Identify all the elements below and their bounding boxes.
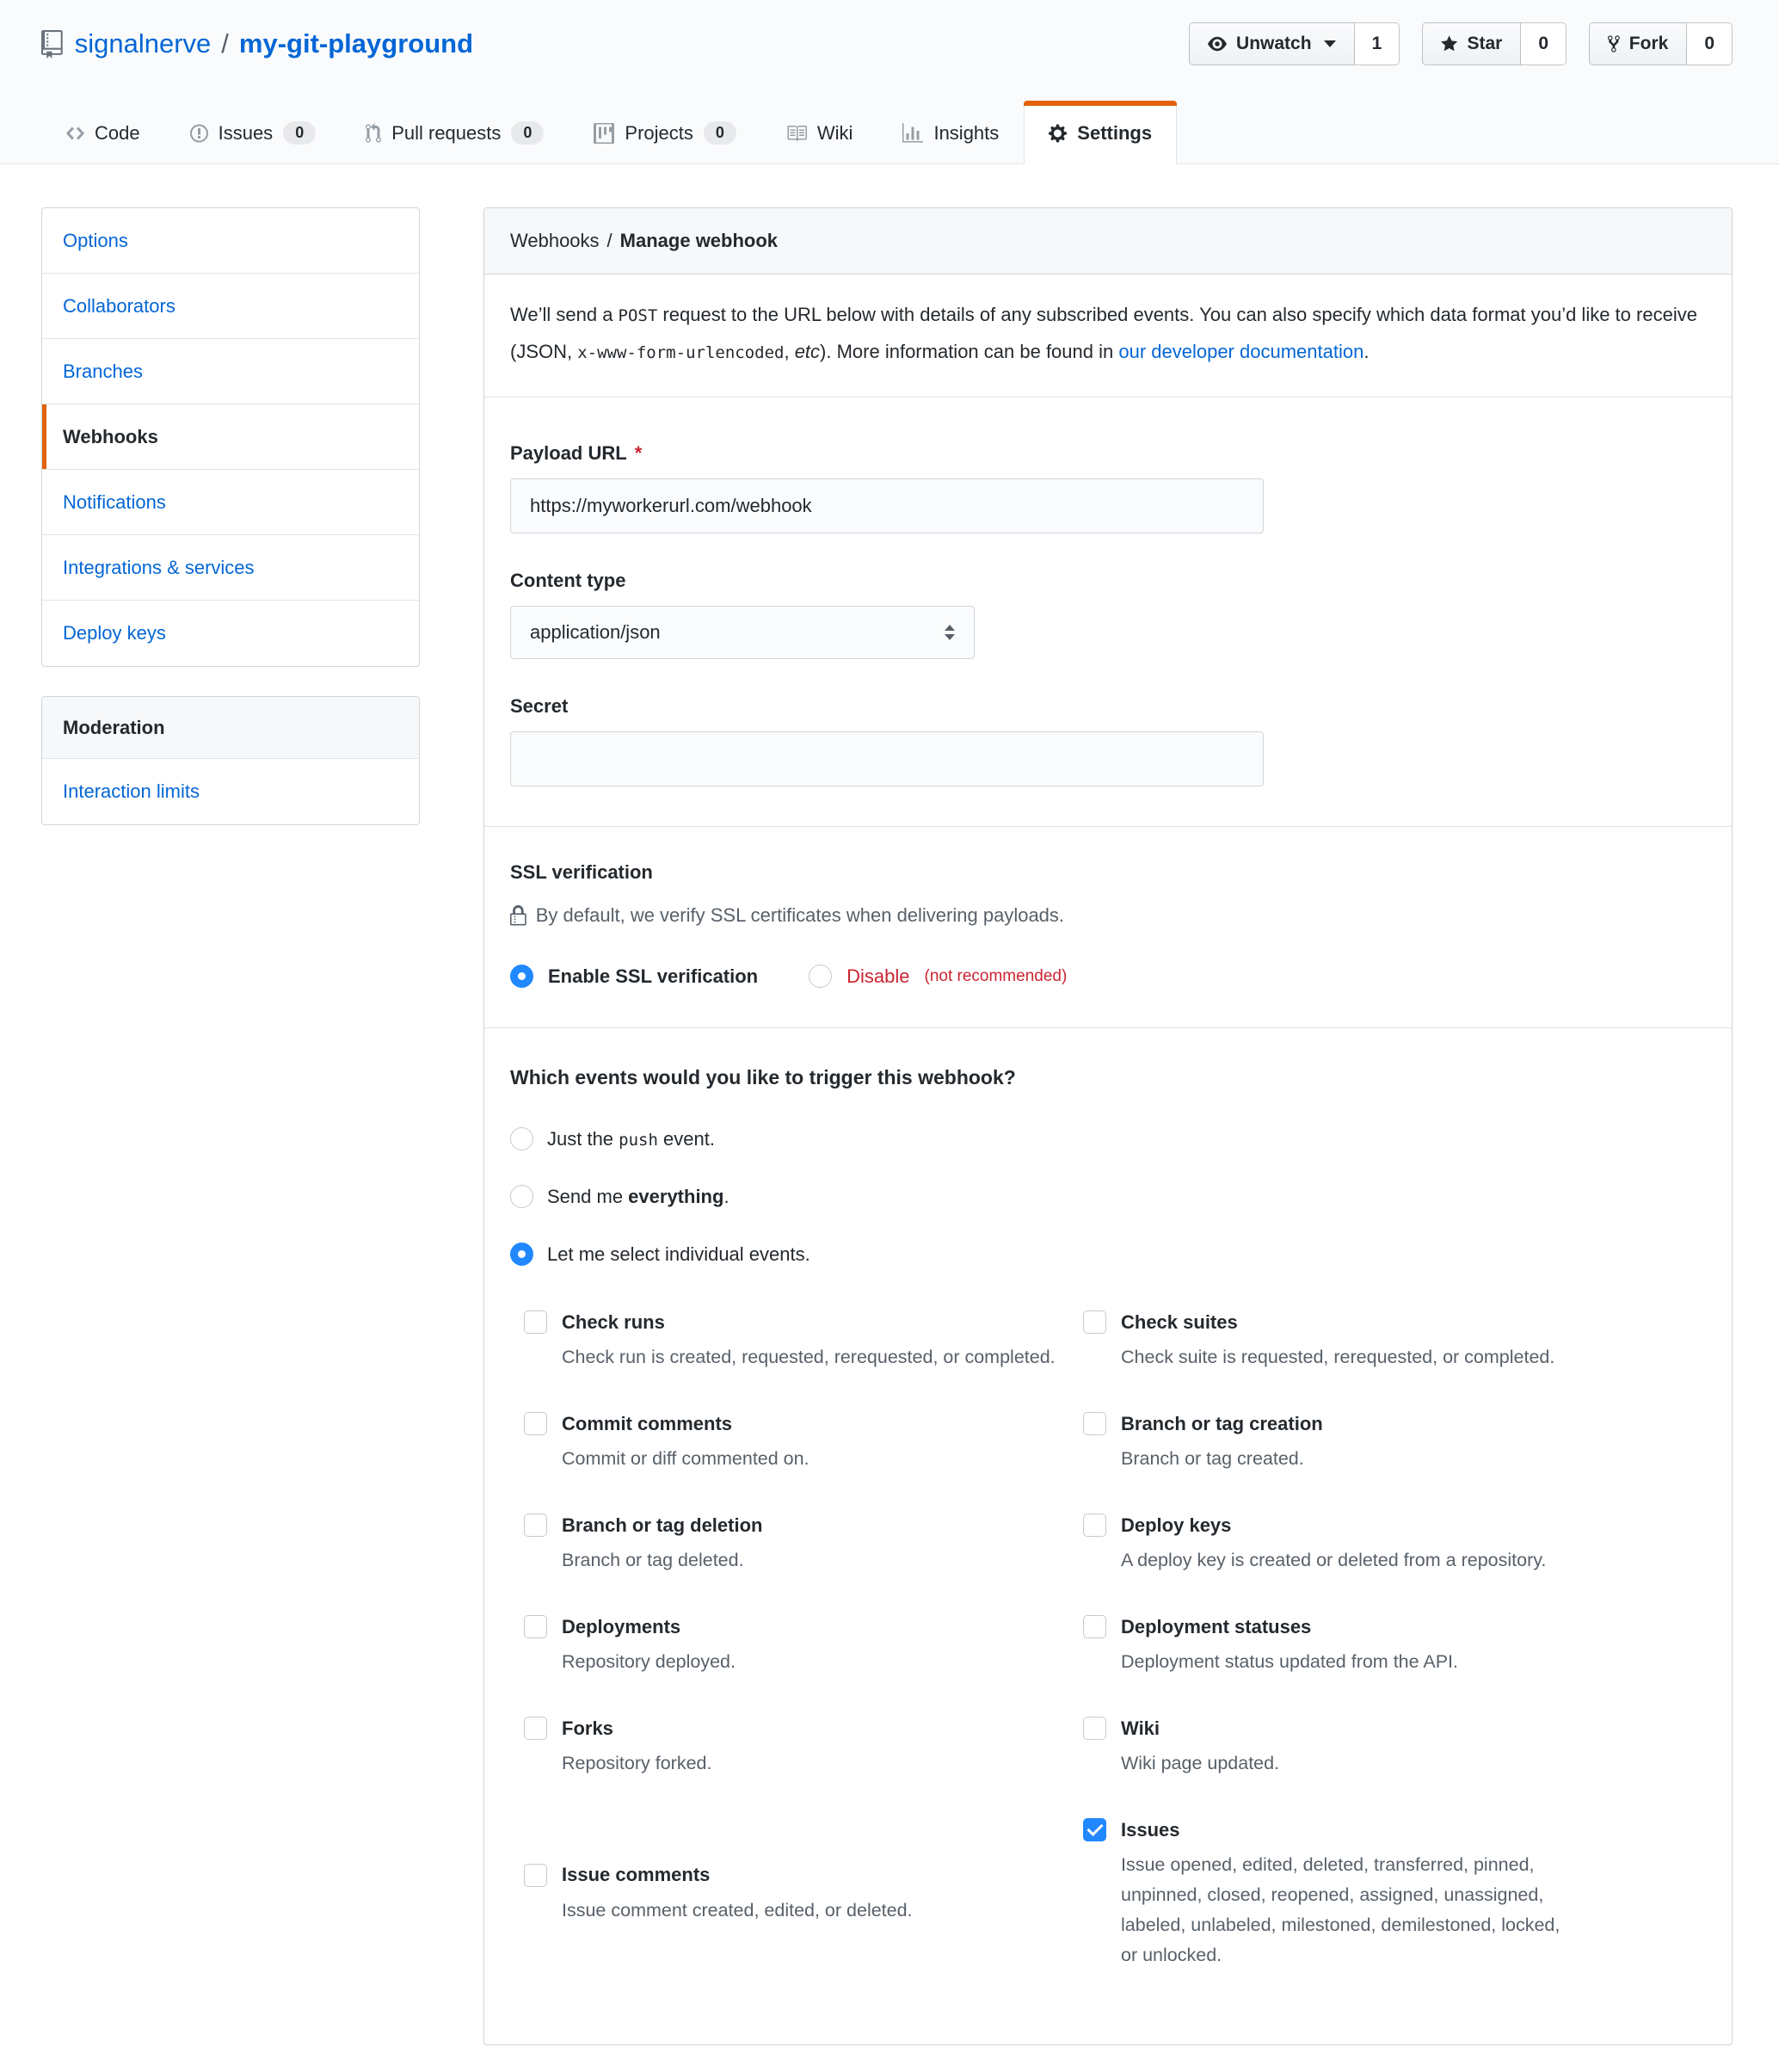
event-description: Check run is created, requested, rerequested, or completed. (562, 1347, 1056, 1367)
developer-documentation-link[interactable]: our developer documentation (1118, 341, 1364, 362)
event-description: Wiki page updated. (1121, 1753, 1280, 1773)
content-type-select[interactable] (510, 606, 975, 659)
event-item-head (1083, 1818, 1680, 1841)
event-title: Deployments (562, 1615, 681, 1637)
event-item-deploy-keys (1083, 1514, 1706, 1576)
tab-counter: 0 (704, 121, 736, 145)
sidebar-item-collaborators[interactable]: Collaborators (42, 274, 419, 339)
star-button[interactable] (1422, 22, 1521, 65)
tab-counter: 0 (511, 121, 544, 145)
event-item-deployments (524, 1615, 1083, 1677)
event-title: Commit comments (562, 1412, 733, 1434)
secret-label: Secret (510, 695, 569, 717)
radio-individual-events[interactable] (510, 1243, 533, 1266)
content-type-label: Content type (510, 570, 626, 591)
event-checkbox-forks[interactable] (524, 1717, 547, 1740)
lock-icon (510, 905, 526, 927)
star-button-group (1422, 22, 1567, 65)
event-title: Issue comments (562, 1864, 711, 1885)
event-checkbox-issue-comments[interactable] (524, 1864, 547, 1887)
event-item-branch-or-tag-deletion (524, 1514, 1083, 1576)
event-item-forks (524, 1717, 1083, 1779)
project-icon (594, 123, 614, 144)
eye-icon (1208, 34, 1227, 53)
tab-issues[interactable] (165, 101, 342, 164)
event-item-branch-or-tag-creation (1083, 1412, 1706, 1474)
event-checkbox-branch-or-tag-creation[interactable] (1083, 1412, 1106, 1435)
event-item-head (1083, 1412, 1680, 1435)
event-description: Check suite is requested, rerequested, or completed. (1121, 1347, 1555, 1367)
event-description: Issue opened, edited, deleted, transferred, pinned, unpinned, closed, reopened, assigned, unassigned, labeled, unlabeled, milestoned, demilestoned, locked, or unlocked. (1121, 1854, 1560, 1965)
lock-icon (510, 905, 526, 927)
fork-button[interactable] (1589, 22, 1687, 65)
event-title: Check suites (1121, 1310, 1238, 1333)
sidebar-item-integrations-services[interactable]: Integrations & services (42, 535, 419, 601)
repo-actions (1189, 22, 1733, 65)
event-option-just-push (510, 1127, 1706, 1150)
sidebar-item-notifications[interactable]: Notifications (42, 470, 419, 535)
content-type-value: application/json (530, 621, 661, 643)
event-item-head (1083, 1514, 1680, 1537)
disable-ssl-note: (not recommended) (924, 966, 1068, 985)
sidebar-item-options[interactable]: Options (42, 208, 419, 274)
tab-label: Projects (625, 121, 693, 144)
ssl-note-text: By default, we verify SSL certificates when delivering payloads. (535, 904, 1065, 926)
tab-label: Code (95, 121, 140, 144)
sidebar-item-webhooks[interactable]: Webhooks (42, 404, 419, 470)
bold-text: everything (628, 1185, 724, 1207)
event-checkbox-deployment-statuses[interactable] (1083, 1615, 1106, 1638)
tab-wiki[interactable] (761, 101, 878, 164)
event-item-head (1083, 1717, 1680, 1740)
payload-url-label (510, 442, 1706, 465)
events-section (484, 1028, 1732, 2044)
radio-just-push[interactable] (510, 1127, 533, 1150)
event-checkbox-deploy-keys[interactable] (1083, 1514, 1106, 1537)
tab-counter: 0 (283, 121, 316, 145)
inline-code: POST (618, 306, 658, 325)
moderation-menu (41, 696, 420, 825)
text-segment: . (723, 1185, 729, 1207)
event-description: Issue comment created, edited, or deleted. (562, 1899, 913, 1921)
webhook-form (484, 398, 1732, 827)
event-checkbox-issues[interactable] (1083, 1818, 1106, 1841)
text-segment: ). More information can be found in (820, 341, 1119, 362)
issue-opened-icon (190, 123, 208, 144)
event-description: Deployment status updated from the API. (1121, 1651, 1458, 1672)
repo-icon (41, 30, 75, 59)
event-description: Branch or tag created. (1121, 1448, 1304, 1469)
unwatch-button-group (1189, 22, 1400, 65)
event-row (524, 1412, 1706, 1474)
event-checkbox-commit-comments[interactable] (524, 1412, 547, 1435)
event-description: A deploy key is created or deleted from a repository. (1121, 1550, 1547, 1570)
tab-label: Wiki (816, 121, 853, 144)
event-item-commit-comments (524, 1412, 1083, 1474)
ssl-verification-section (484, 827, 1732, 1028)
settings-sidebar (41, 207, 420, 825)
content (0, 164, 1779, 2045)
sidebar-item-deploy-keys[interactable]: Deploy keys (63, 622, 166, 644)
repo-icon (41, 30, 63, 59)
event-item-deployment-statuses (1083, 1615, 1706, 1677)
event-item-head (524, 1514, 1057, 1537)
event-checkbox-check-suites[interactable] (1083, 1310, 1106, 1334)
event-checkbox-deployments[interactable] (524, 1615, 547, 1638)
event-item-head (524, 1310, 1057, 1334)
breadcrumb-parent[interactable]: Webhooks (510, 230, 600, 251)
unwatch-button[interactable] (1189, 22, 1355, 65)
tab-code[interactable] (41, 101, 165, 164)
breadcrumb-current: Manage webhook (619, 230, 779, 251)
event-option-label (547, 1243, 810, 1266)
unwatch-label: Unwatch (1236, 34, 1312, 53)
text-segment: Let me select individual events. (547, 1243, 810, 1265)
event-title: Wiki (1121, 1717, 1160, 1739)
fork-count[interactable]: 0 (1687, 22, 1733, 65)
tab-label: Issues (218, 121, 274, 144)
event-title: Branch or tag deletion (562, 1514, 763, 1536)
event-item-issue-comments (524, 1864, 1083, 1926)
repo-forked-icon (1608, 34, 1620, 53)
enable-ssl-radio[interactable] (510, 965, 533, 988)
event-item-head (524, 1717, 1057, 1740)
repo-tabs (41, 101, 1177, 164)
event-option-label (547, 1128, 715, 1150)
event-title: Branch or tag creation (1121, 1412, 1323, 1434)
event-item-head (1083, 1310, 1680, 1334)
event-row (524, 1310, 1706, 1372)
event-item-check-suites (1083, 1310, 1706, 1372)
event-item-wiki (1083, 1717, 1706, 1779)
event-checkbox-wiki[interactable] (1083, 1717, 1106, 1740)
text-segment: . (1363, 341, 1370, 362)
breadcrumb (484, 208, 1732, 274)
ssl-heading: SSL verification (510, 861, 653, 883)
ssl-radio-group (510, 965, 1706, 988)
event-row (524, 1615, 1706, 1677)
caret-down-icon (1324, 40, 1336, 47)
inline-code: push (619, 1130, 658, 1150)
text-segment: , (784, 341, 795, 362)
settings-menu (41, 207, 420, 667)
page-header (0, 0, 1779, 164)
inline-code: x-www-form-urlencoded (577, 343, 785, 362)
repo-title-row (0, 0, 1779, 65)
text-segment: event. (657, 1127, 715, 1150)
payload-url-input[interactable] (510, 478, 1264, 533)
sidebar-item-branches[interactable]: Branches (42, 339, 419, 404)
event-option-individual-events (510, 1243, 1706, 1266)
event-row (524, 1514, 1706, 1576)
sidebar-item-interaction-limits[interactable]: Interaction limits (63, 780, 200, 802)
text-segment: We’ll send a (510, 304, 619, 325)
tab-label: Settings (1077, 121, 1153, 144)
tab-insights[interactable] (877, 101, 1024, 164)
events-heading: Which events would you like to trigger this webhook? (510, 1066, 1016, 1088)
tab-label: Insights (933, 121, 1000, 144)
event-row (524, 1717, 1706, 1779)
disable-ssl-radio[interactable] (809, 965, 832, 988)
repo-separator: / (221, 28, 229, 59)
event-item-issues (1083, 1818, 1706, 1970)
event-title: Deploy keys (1121, 1514, 1232, 1536)
required-asterisk: * (634, 442, 643, 464)
event-item-head (524, 1864, 1057, 1887)
moderation-header: Moderation (42, 697, 419, 759)
event-row (524, 1818, 1706, 1970)
radio-send-everything[interactable] (510, 1185, 533, 1208)
event-item-head (524, 1412, 1057, 1435)
disable-ssl-label: Disable (846, 965, 910, 987)
event-option-label (547, 1186, 729, 1208)
repo-owner-link[interactable]: signalnerve (74, 28, 212, 59)
graph-icon (902, 123, 923, 144)
event-title: Check runs (562, 1310, 665, 1333)
git-pull-request-icon (366, 123, 381, 144)
enable-ssl-label: Enable SSL verification (548, 965, 759, 987)
event-checkbox-check-runs[interactable] (524, 1310, 547, 1334)
event-description: Repository forked. (562, 1753, 712, 1773)
event-description: Branch or tag deleted. (562, 1550, 744, 1570)
tab-label: Pull requests (391, 121, 502, 144)
main-content (483, 207, 1733, 2045)
event-item-check-runs (524, 1310, 1083, 1372)
event-item-head (1083, 1615, 1680, 1638)
star-count[interactable]: 0 (1521, 22, 1567, 65)
event-title: Issues (1121, 1818, 1180, 1841)
text-segment: Send me (547, 1185, 629, 1207)
gear-icon (1049, 123, 1067, 144)
event-description: Repository deployed. (562, 1651, 736, 1672)
fork-label: Fork (1628, 34, 1669, 53)
event-option-send-everything (510, 1185, 1706, 1208)
event-item-head (524, 1615, 1057, 1638)
event-description: Commit or diff commented on. (562, 1448, 809, 1469)
webhook-panel (483, 207, 1733, 2045)
tab-pull-requests[interactable] (341, 101, 569, 164)
book-icon (786, 123, 807, 144)
repo-name-link[interactable]: my-git-playground (238, 28, 474, 59)
events-grid (510, 1310, 1706, 1970)
tab-projects[interactable] (569, 101, 761, 164)
fork-button-group (1589, 22, 1733, 65)
payload-url-label-text: Payload URL (510, 442, 627, 464)
unwatch-count[interactable]: 1 (1355, 22, 1400, 65)
tab-settings[interactable] (1024, 101, 1177, 164)
event-title: Deployment statuses (1121, 1615, 1312, 1637)
emphasis-text: etc (794, 341, 821, 362)
text-segment: Just the (547, 1127, 619, 1150)
select-caret-icon (945, 625, 955, 640)
webhook-intro-text (484, 274, 1732, 398)
code-icon (66, 123, 84, 144)
repo-title (41, 28, 473, 59)
text-segment: request to the URL below with details of any subscribed events. You can also specify which data format you’d like to receive (JSON, (510, 304, 1697, 362)
secret-input[interactable] (510, 731, 1264, 786)
star-icon (1441, 34, 1457, 53)
event-checkbox-branch-or-tag-deletion[interactable] (524, 1514, 547, 1537)
event-trigger-options (510, 1127, 1706, 1266)
star-label: Star (1467, 34, 1503, 53)
breadcrumb-separator: / (606, 230, 612, 251)
ssl-note (510, 904, 1706, 927)
event-title: Forks (562, 1717, 613, 1739)
